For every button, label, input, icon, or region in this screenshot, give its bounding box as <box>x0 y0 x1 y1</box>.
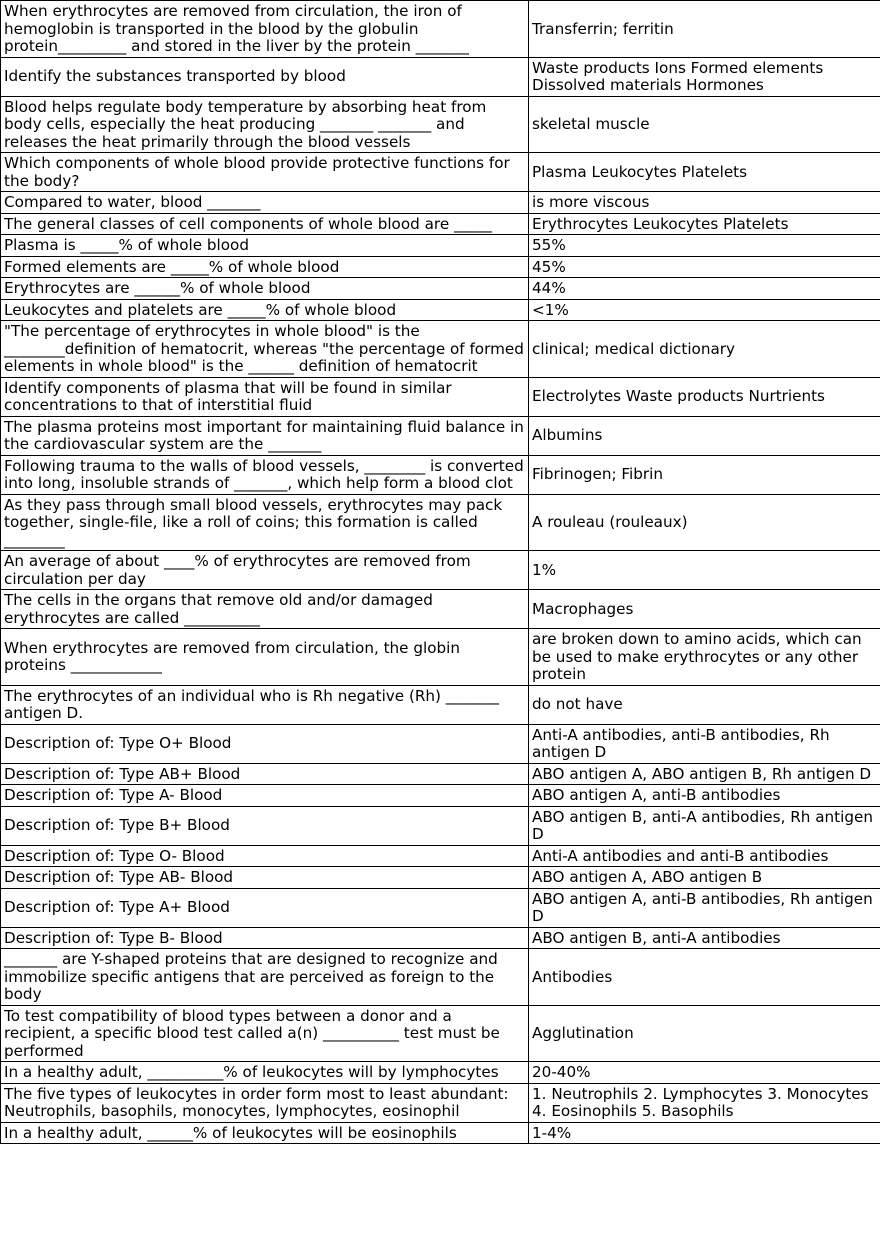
definition-cell: clinical; medical dictionary <box>529 321 880 378</box>
table-row <box>1 416 880 455</box>
table-row <box>1 685 880 724</box>
definition-cell: 1-4% <box>529 1122 880 1144</box>
table-row <box>1 1122 880 1144</box>
definition-cell: A rouleau (rouleaux) <box>529 494 880 551</box>
definition-cell: Macrophages <box>529 590 880 629</box>
table-row <box>1 888 880 927</box>
term-cell: Description of: Type O+ Blood <box>1 724 529 763</box>
definition-cell: 1. Neutrophils 2. Lymphocytes 3. Monocytes 4. Eosinophils 5. Basophils <box>529 1083 880 1122</box>
table-row <box>1 57 880 96</box>
term-cell: Blood helps regulate body temperature by absorbing heat from body cells, especially the heat producing _______ _______ and releases the heat primarily through the blood vessels <box>1 96 529 153</box>
definition-cell: is more viscous <box>529 192 880 214</box>
table-row <box>1 192 880 214</box>
term-cell: When erythrocytes are removed from circulation, the iron of hemoglobin is transported in the blood by the globulin protein_________ and stored in the liver by the protein _______ <box>1 1 529 58</box>
table-row <box>1 785 880 807</box>
term-cell: Formed elements are _____% of whole blood <box>1 256 529 278</box>
table-row <box>1 1005 880 1062</box>
definition-cell: ABO antigen B, anti-A antibodies, Rh antigen D <box>529 806 880 845</box>
table-row <box>1 278 880 300</box>
definition-cell: ABO antigen A, ABO antigen B <box>529 867 880 889</box>
flashcard-rows <box>1 1 880 1144</box>
definition-cell: Antibodies <box>529 949 880 1006</box>
table-row <box>1 494 880 551</box>
term-cell: Description of: Type B+ Blood <box>1 806 529 845</box>
definition-cell: ABO antigen B, anti-A antibodies <box>529 927 880 949</box>
definition-cell: 45% <box>529 256 880 278</box>
term-cell: Description of: Type AB- Blood <box>1 867 529 889</box>
definition-cell: Anti-A antibodies, anti-B antibodies, Rh antigen D <box>529 724 880 763</box>
term-cell: The erythrocytes of an individual who is Rh negative (Rh) _______ antigen D. <box>1 685 529 724</box>
term-cell: As they pass through small blood vessels, erythrocytes may pack together, single-file, like a roll of coins; this formation is called ________ <box>1 494 529 551</box>
term-cell: The plasma proteins most important for maintaining fluid balance in the cardiovascular system are the _______ <box>1 416 529 455</box>
definition-cell: 20-40% <box>529 1062 880 1084</box>
definition-cell: 55% <box>529 235 880 257</box>
term-cell: Identify the substances transported by blood <box>1 57 529 96</box>
term-cell: Leukocytes and platelets are _____% of whole blood <box>1 299 529 321</box>
term-cell: Description of: Type B- Blood <box>1 927 529 949</box>
definition-cell: 1% <box>529 551 880 590</box>
definition-cell: Anti-A antibodies and anti-B antibodies <box>529 845 880 867</box>
term-cell: In a healthy adult, ______% of leukocytes will be eosinophils <box>1 1122 529 1144</box>
table-row <box>1 845 880 867</box>
definition-cell: skeletal muscle <box>529 96 880 153</box>
definition-cell: do not have <box>529 685 880 724</box>
definition-cell: ABO antigen A, ABO antigen B, Rh antigen D <box>529 763 880 785</box>
term-cell: Plasma is _____% of whole blood <box>1 235 529 257</box>
definition-cell: Fibrinogen; Fibrin <box>529 455 880 494</box>
table-row <box>1 724 880 763</box>
term-cell: Identify components of plasma that will be found in similar concentrations to that of interstitial fluid <box>1 377 529 416</box>
table-row <box>1 949 880 1006</box>
term-cell: The five types of leukocytes in order form most to least abundant: Neutrophils, basophils, monocytes, lymphocytes, eosinophil <box>1 1083 529 1122</box>
term-cell: Description of: Type A+ Blood <box>1 888 529 927</box>
definition-cell: ABO antigen A, anti-B antibodies <box>529 785 880 807</box>
table-row <box>1 1062 880 1084</box>
table-row <box>1 1083 880 1122</box>
term-cell: When erythrocytes are removed from circulation, the globin proteins ____________ <box>1 629 529 686</box>
definition-cell: Albumins <box>529 416 880 455</box>
table-row <box>1 867 880 889</box>
term-cell: Description of: Type O- Blood <box>1 845 529 867</box>
table-row <box>1 299 880 321</box>
definition-cell: Agglutination <box>529 1005 880 1062</box>
table-row <box>1 153 880 192</box>
table-row <box>1 806 880 845</box>
definition-cell: ABO antigen A, anti-B antibodies, Rh antigen D <box>529 888 880 927</box>
term-cell: To test compatibility of blood types between a donor and a recipient, a specific blood test called a(n) __________ test must be performed <box>1 1005 529 1062</box>
definition-cell: Erythrocytes Leukocytes Platelets <box>529 213 880 235</box>
definition-cell: <1% <box>529 299 880 321</box>
term-cell: "The percentage of erythrocytes in whole blood" is the ________definition of hematocrit, whereas "the percentage of formed elements in whole blood" is the ______ definition of hematocrit <box>1 321 529 378</box>
definition-cell: Plasma Leukocytes Platelets <box>529 153 880 192</box>
term-cell: Erythrocytes are ______% of whole blood <box>1 278 529 300</box>
term-cell: In a healthy adult, __________% of leukocytes will by lymphocytes <box>1 1062 529 1084</box>
term-cell: _______ are Y-shaped proteins that are designed to recognize and immobilize specific antigens that are perceived as foreign to the body <box>1 949 529 1006</box>
table-row <box>1 321 880 378</box>
term-cell: Description of: Type A- Blood <box>1 785 529 807</box>
table-row <box>1 96 880 153</box>
table-row <box>1 1 880 58</box>
term-cell: The general classes of cell components of whole blood are _____ <box>1 213 529 235</box>
definition-cell: Electrolytes Waste products Nurtrients <box>529 377 880 416</box>
term-cell: The cells in the organs that remove old and/or damaged erythrocytes are called __________ <box>1 590 529 629</box>
term-cell: An average of about ____% of erythrocytes are removed from circulation per day <box>1 551 529 590</box>
table-row <box>1 927 880 949</box>
table-row <box>1 455 880 494</box>
definition-cell: are broken down to amino acids, which can be used to make erythrocytes or any other protein <box>529 629 880 686</box>
term-cell: Description of: Type AB+ Blood <box>1 763 529 785</box>
term-cell: Compared to water, blood _______ <box>1 192 529 214</box>
table-row <box>1 213 880 235</box>
table-row <box>1 551 880 590</box>
term-cell: Which components of whole blood provide protective functions for the body? <box>1 153 529 192</box>
table-row <box>1 629 880 686</box>
table-row <box>1 763 880 785</box>
table-row <box>1 377 880 416</box>
table-row <box>1 256 880 278</box>
definition-cell: Transferrin; ferritin <box>529 1 880 58</box>
term-cell: Following trauma to the walls of blood vessels, ________ is converted into long, insoluble strands of _______, which help form a blood clot <box>1 455 529 494</box>
table-row <box>1 235 880 257</box>
table-row <box>1 590 880 629</box>
definition-cell: 44% <box>529 278 880 300</box>
definition-cell: Waste products Ions Formed elements Dissolved materials Hormones <box>529 57 880 96</box>
